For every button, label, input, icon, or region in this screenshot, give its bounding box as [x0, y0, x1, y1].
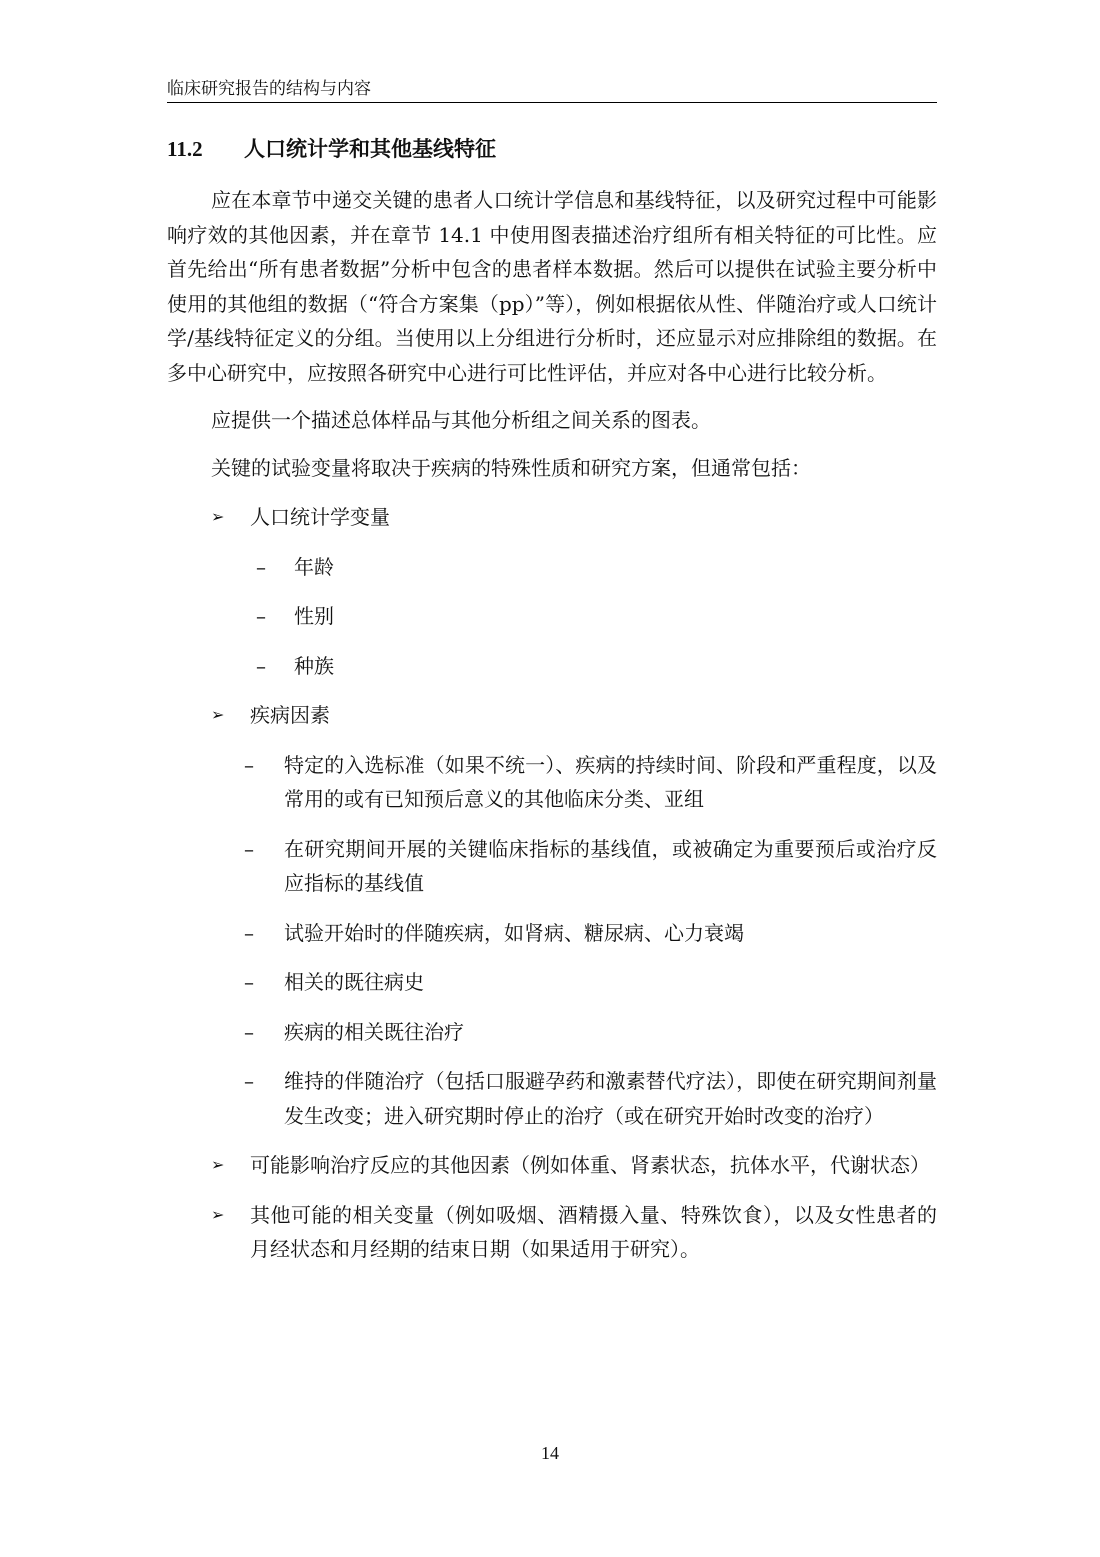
paragraph-intro: 应在本章节中递交关键的患者人口统计学信息和基线特征，以及研究过程中可能影响疗效的其他因素，并在章节 14.1 中使用图表描述治疗组所有相关特征的可比性。应首先给出“所有患者数据”分析中包含的患者样本数据。然后可以提供在试验主要分析中使用的其他组的数据（“符合方案集（pp）”等），例如根据依从性、伴随治疗或人口统计学/基线特征定义的分组。当使用以上分组进行分析时，还应显示对应排除组的数据。在多中心研究中，应按照各研究中心进行可比性评估，并应对各中心进行比较分析。 [167, 188, 937, 385]
dash-bullet-icon: – [244, 970, 254, 994]
arrow-bullet-icon: ➢ [211, 1155, 225, 1174]
bullet-text: 人口统计学变量 [250, 505, 390, 529]
subitem-text: 年龄 [294, 554, 334, 579]
subitem-text: 维持的伴随治疗（包括口服避孕药和激素替代疗法），即使在研究期间剂量发生改变；进入研究期时停止的治疗（或在研究开始时改变的治疗） [284, 1069, 937, 1128]
subitem-prior-treatment [167, 1015, 937, 1050]
subitem-race [167, 649, 937, 684]
subitem-text: 特定的入选标准（如果不统一）、疾病的持续时间、阶段和严重程度，以及常用的或有已知预后意义的其他临床分类、亚组 [284, 752, 937, 811]
subitem-text: 疾病的相关既往治疗 [284, 1019, 464, 1044]
subitem-text: 相关的既往病史 [284, 970, 424, 994]
dash-bullet-icon: – [244, 752, 254, 777]
bullet-other-variables [167, 1198, 937, 1267]
bullet-text: 疾病因素 [250, 703, 330, 727]
subitem-baseline-values [167, 832, 937, 901]
header-title: 临床研究报告的结构与内容 [167, 79, 371, 99]
running-header [167, 78, 937, 103]
subitem-concomitant-treatment [167, 1064, 937, 1133]
dash-bullet-icon: – [244, 1019, 254, 1044]
dash-bullet-icon: – [244, 1069, 254, 1093]
subitem-entry-criteria [167, 748, 937, 817]
subitem-text: 性别 [294, 604, 334, 628]
bullet-demographics [167, 500, 937, 535]
section-number: 11.2 [167, 137, 203, 161]
subitem-sex [167, 599, 937, 634]
subitem-medical-history [167, 965, 937, 1000]
subitem-concomitant-illness [167, 916, 937, 951]
dash-bullet-icon: – [256, 554, 266, 579]
bullet-text: 可能影响治疗反应的其他因素（例如体重、肾素状态，抗体水平，代谢状态） [250, 1153, 930, 1177]
paragraph-chart-note: 应提供一个描述总体样品与其他分析组之间关系的图表。 [211, 408, 711, 432]
dash-bullet-icon: – [256, 653, 266, 678]
subitem-age [167, 550, 937, 585]
section-heading [167, 134, 496, 164]
paragraph-variables-lead: 关键的试验变量将取决于疾病的特殊性质和研究方案，但通常包括： [211, 455, 811, 480]
dash-bullet-icon: – [256, 604, 266, 628]
bullet-disease-factors [167, 698, 937, 733]
dash-bullet-icon: – [244, 836, 254, 861]
arrow-bullet-icon: ➢ [211, 705, 225, 724]
dash-bullet-icon: – [244, 920, 254, 945]
page-number: 14 [541, 1443, 559, 1463]
subitem-text: 试验开始时的伴随疾病，如肾病、糖尿病、心力衰竭 [284, 920, 744, 945]
page-body [167, 183, 937, 1267]
subitem-text: 种族 [294, 653, 334, 678]
section-title: 人口统计学和其他基线特征 [244, 137, 496, 161]
arrow-bullet-icon: ➢ [211, 1204, 225, 1224]
arrow-bullet-icon: ➢ [211, 507, 225, 526]
subitem-text: 在研究期间开展的关键临床指标的基线值，或被确定为重要预后或治疗反应指标的基线值 [284, 836, 937, 895]
bullet-other-factors [167, 1148, 937, 1183]
bullet-text: 其他可能的相关变量（例如吸烟、酒精摄入量、特殊饮食），以及女性患者的月经状态和月经期的结束日期（如果适用于研究）。 [250, 1202, 937, 1261]
